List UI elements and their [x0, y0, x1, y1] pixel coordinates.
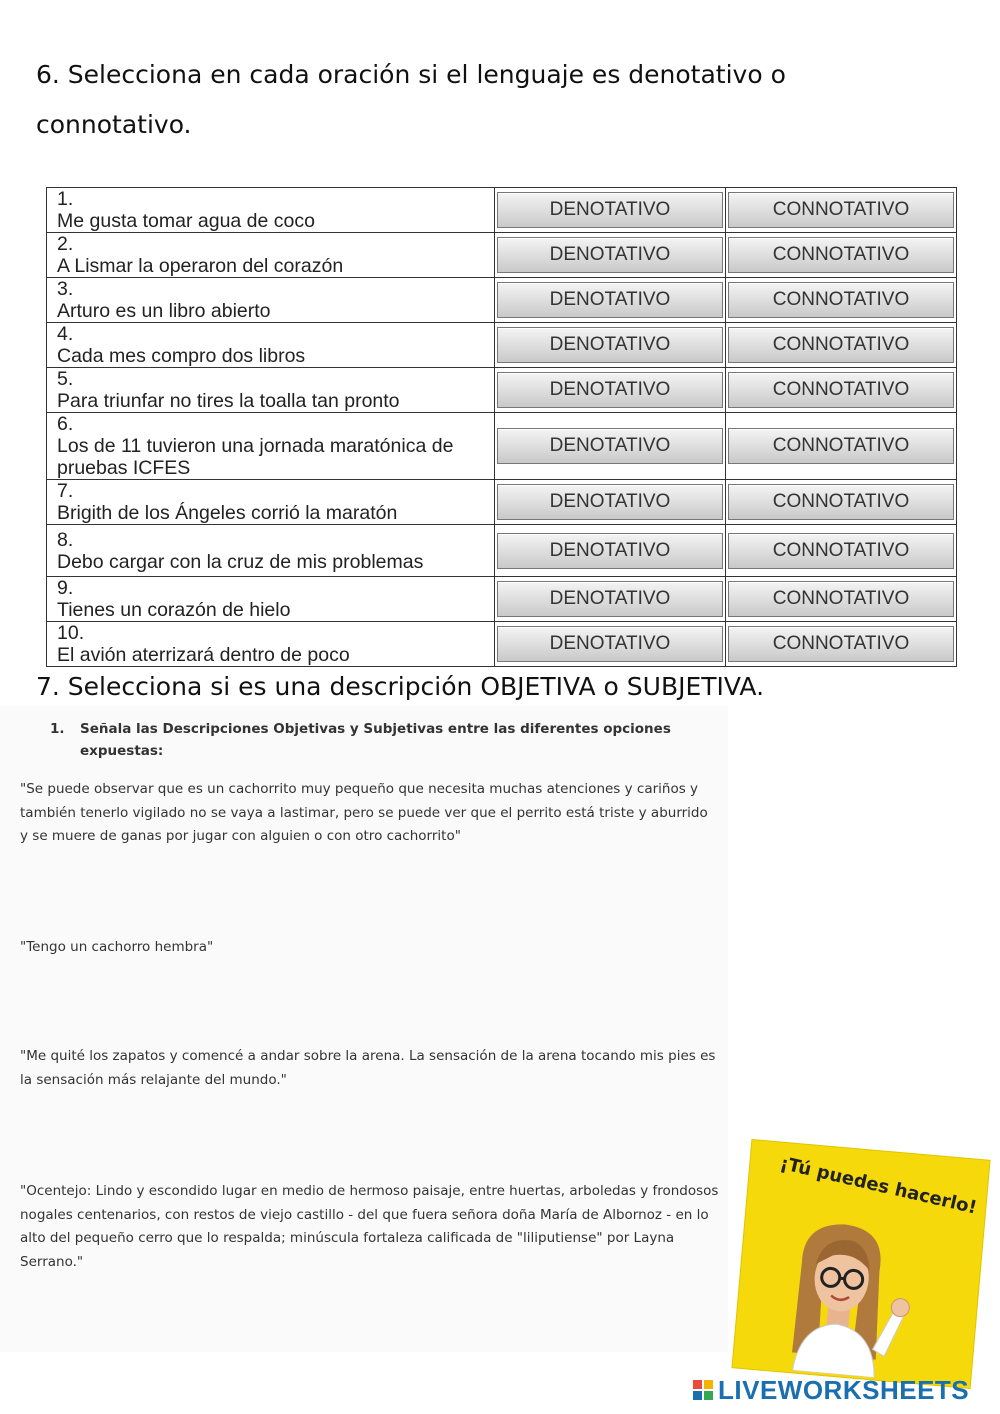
connotativo-cell — [726, 188, 957, 233]
sentence-text: Tienes un corazón de hielo — [57, 599, 291, 621]
denotativo-cell — [495, 188, 726, 233]
instruction-text: Señala las Descripciones Objetivas y Subjetivas entre las diferentes opciones expuestas: — [80, 721, 671, 759]
sentence-number: 9. — [57, 577, 74, 599]
sentence-text: Me gusta tomar agua de coco — [57, 210, 315, 232]
connotativo-cell — [726, 413, 957, 480]
brand-name: LIVEWORKSHEETS — [718, 1374, 970, 1405]
sentence-text: Los de 11 tuvieron una jornada maratónica de pruebas ICFES — [57, 435, 454, 479]
connotativo-cell — [726, 368, 957, 413]
denotativo-button[interactable]: DENOTATIVO — [497, 372, 723, 408]
description-quote-2: "Tengo un cachorro hembra" — [20, 939, 214, 955]
sentence-row-5 — [47, 368, 957, 413]
denotativo-button[interactable]: DENOTATIVO — [497, 327, 723, 363]
connotativo-cell — [726, 480, 957, 525]
denotativo-cell — [495, 278, 726, 323]
sentence-text: Arturo es un libro abierto — [57, 300, 271, 322]
description-quote-3: "Me quité los zapatos y comencé a andar sobre la arena. La sensación de la arena tocando mis pies es la sensación más relajante del mundo." — [20, 1048, 716, 1088]
sentence-text: Para triunfar no tires la toalla tan pronto — [57, 390, 400, 412]
exercise-7-instruction — [50, 718, 690, 762]
denotativo-cell — [495, 525, 726, 577]
sentence-cell — [47, 480, 495, 525]
connotativo-button[interactable]: CONNOTATIVO — [728, 237, 954, 273]
denotativo-button[interactable]: DENOTATIVO — [497, 581, 723, 617]
sentence-text: Cada mes compro dos libros — [57, 345, 306, 367]
sentence-number: 10. — [57, 622, 85, 644]
sentence-row-8 — [47, 525, 957, 577]
sentence-cell — [47, 323, 495, 368]
sentence-cell — [47, 368, 495, 413]
exercise-7-scanned-text — [0, 706, 728, 1352]
connotativo-cell — [726, 278, 957, 323]
sentence-cell — [47, 188, 495, 233]
connotativo-button[interactable]: CONNOTATIVO — [728, 192, 954, 228]
motivational-sticker — [733, 1140, 990, 1388]
sentence-number: 4. — [57, 323, 74, 345]
denotativo-cell — [495, 233, 726, 278]
sentence-cell — [47, 233, 495, 278]
connotativo-button[interactable]: CONNOTATIVO — [728, 372, 954, 408]
denotativo-cell — [495, 368, 726, 413]
sentence-number: 8. — [57, 528, 74, 551]
description-quote-4: "Ocentejo: Lindo y escondido lugar en medio de hermoso paisaje, entre huertas, arboledas y frondosos nogales centenarios, con restos de viejo castillo - del que fuera señora doña María de Albornoz - en lo alto del pequeño cerro que lo respalda; minúscula fortaleza calificada de "liliputiense" por Layna Serrano." — [20, 1183, 719, 1270]
connotativo-button[interactable]: CONNOTATIVO — [728, 533, 954, 569]
denotativo-cell — [495, 323, 726, 368]
liveworksheets-brand — [692, 1372, 992, 1408]
denotativo-button[interactable]: DENOTATIVO — [497, 237, 723, 273]
sentence-row-2 — [47, 233, 957, 278]
sentence-number: 6. — [57, 413, 74, 435]
sentence-row-10 — [47, 622, 957, 667]
sentence-row-4 — [47, 323, 957, 368]
exercise-6-heading: 6. Selecciona en cada oración si el lenguaje es denotativo o connotativo. — [36, 60, 786, 139]
sentence-number: 1. — [57, 188, 74, 210]
connotativo-button[interactable]: CONNOTATIVO — [728, 428, 954, 464]
sentence-cell — [47, 622, 495, 667]
denotativo-button[interactable]: DENOTATIVO — [497, 428, 723, 464]
sentence-cell — [47, 278, 495, 323]
denotativo-cell — [495, 413, 726, 480]
sentence-cell — [47, 413, 495, 480]
sentence-row-6 — [47, 413, 957, 480]
sentence-number: 2. — [57, 233, 74, 255]
denotativo-button[interactable]: DENOTATIVO — [497, 533, 723, 569]
sentence-row-3 — [47, 278, 957, 323]
sentence-row-1 — [47, 188, 957, 233]
connotativo-button[interactable]: CONNOTATIVO — [728, 484, 954, 520]
sentence-text: A Lismar la operaron del corazón — [57, 255, 344, 277]
connotativo-button[interactable]: CONNOTATIVO — [728, 581, 954, 617]
sentence-number: 5. — [57, 368, 74, 390]
sentence-number: 3. — [57, 278, 74, 300]
exercise-7-heading: 7. Selecciona si es una descripción OBJETIVA o SUBJETIVA. — [36, 672, 765, 701]
denotativo-cell — [495, 577, 726, 622]
connotativo-button[interactable]: CONNOTATIVO — [728, 327, 954, 363]
denotativo-cell — [495, 622, 726, 667]
sentence-row-7 — [47, 480, 957, 525]
connotativo-cell — [726, 525, 957, 577]
connotativo-button[interactable]: CONNOTATIVO — [728, 282, 954, 318]
description-quote-1: "Se puede observar que es un cachorrito muy pequeño que necesita muchas atenciones y cariños y también tenerlo vigilado no se vaya a lastimar, pero se puede ver que el perrito está triste y aburrido y se muere de ganas por jugar con alguien o con otro cachorrito" — [20, 781, 708, 844]
connotativo-cell — [726, 233, 957, 278]
denotativo-button[interactable]: DENOTATIVO — [497, 626, 723, 662]
denotativo-cell — [495, 480, 726, 525]
sentence-text: Debo cargar con la cruz de mis problemas — [57, 550, 424, 573]
exercise-6-table — [46, 187, 957, 667]
sentence-number: 7. — [57, 480, 74, 502]
denotativo-button[interactable]: DENOTATIVO — [497, 484, 723, 520]
connotativo-cell — [726, 323, 957, 368]
connotativo-cell — [726, 577, 957, 622]
connotativo-cell — [726, 622, 957, 667]
sentence-cell — [47, 577, 495, 622]
sticker-text: ¡Tú puedes hacerlo! — [778, 1152, 979, 1219]
sentence-text: Brigith de los Ángeles corrió la maratón — [57, 502, 398, 524]
connotativo-button[interactable]: CONNOTATIVO — [728, 626, 954, 662]
liveworksheets-logo-icon — [692, 1379, 714, 1401]
sentence-cell — [47, 525, 495, 577]
denotativo-button[interactable]: DENOTATIVO — [497, 192, 723, 228]
sentence-text: El avión aterrizará dentro de poco — [57, 644, 350, 666]
instruction-number: 1. — [50, 721, 65, 737]
teacher-avatar-icon — [763, 1200, 927, 1380]
denotativo-button[interactable]: DENOTATIVO — [497, 282, 723, 318]
sentence-row-9 — [47, 577, 957, 622]
